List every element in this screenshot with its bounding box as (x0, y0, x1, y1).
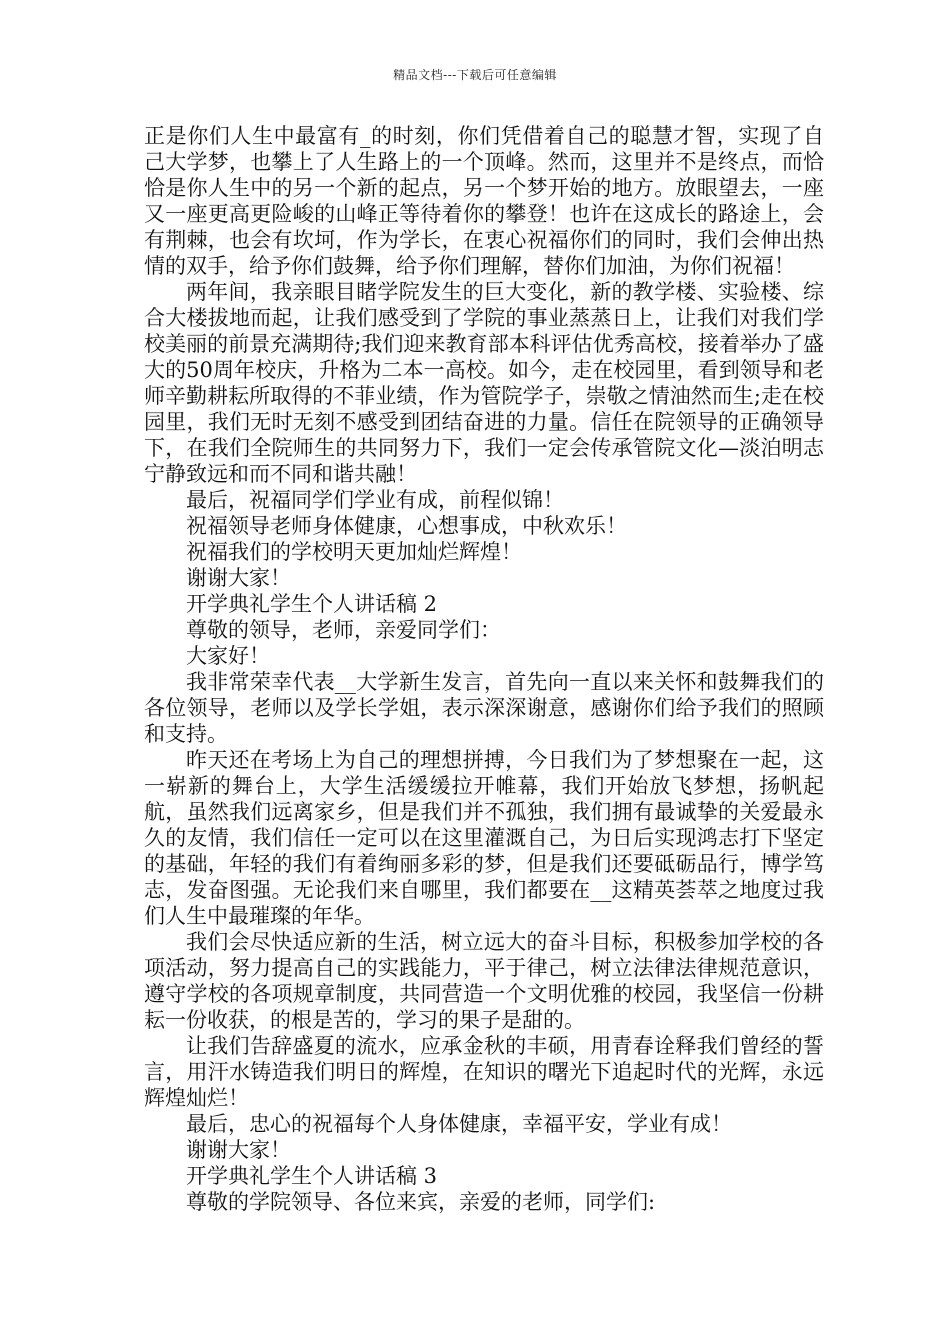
paragraph: 谢谢大家！ (186, 1138, 291, 1162)
section-title: 开学典礼学生个人讲话稿 2 (186, 592, 438, 616)
paragraph: 祝福领导老师身体健康，心想事成，中秋欢乐！ (186, 514, 627, 538)
paragraph: 谢谢大家！ (186, 566, 291, 590)
paragraph: 最后，忠心的祝福每个人身体健康，幸福平安，学业有成！ (186, 1112, 732, 1136)
salutation: 尊敬的领导，老师，亲爱同学们： (186, 618, 501, 642)
paragraph: 祝福我们的学校明天更加灿烂辉煌！ (186, 540, 522, 564)
salutation: 尊敬的学院领导、各位来宾，亲爱的老师，同学们: (186, 1190, 656, 1214)
paragraph: 我非常荣幸代表__大学新生发言，首先向一直以来关怀和鼓舞我们的各位领导，老师以及学长学姐，表示深深谢意，感谢你们给予我们的照顾和支持。 (144, 670, 824, 746)
paragraph: 两年间，我亲眼目睹学院发生的巨大变化，新的教学楼、实验楼、综合大楼拔地而起，让我们感受到了学院的事业蒸蒸日上，让我们对我们学校美丽的前景充满期待;我们迎来教育部本科评估优秀高校，接着举办了盛大的50周年校庆，升格为二本一高校。如今，走在校园里，看到领导和老师辛勤耕耘所取得的不菲业绩，作为管院学子，崇敬之情油然而生;走在校园里，我们无时无刻不感受到团结奋进的力量。信任在院领导的正确领导下，在我们全院师生的共同努力下，我们一定会传承管院文化—淡泊明志宁静致远和而不同和谐共融！ (144, 280, 824, 486)
paragraph: 让我们告辞盛夏的流水，应承金秋的丰硕，用青春诠释我们曾经的誓言，用汗水铸造我们明日的辉煌，在知识的曙光下追起时代的光辉，永远辉煌灿烂！ (144, 1034, 824, 1110)
paragraph: 最后，祝福同学们学业有成，前程似锦！ (186, 488, 564, 512)
section-title: 开学典礼学生个人讲话稿 3 (186, 1164, 438, 1188)
page-header: 精品文档---下载后可任意编辑 (393, 68, 557, 82)
paragraph: 昨天还在考场上为自己的理想拼搏，今日我们为了梦想聚在一起，这一崭新的舞台上，大学生活缓缓拉开帷幕，我们开始放飞梦想，扬帆起航，虽然我们远离家乡，但是我们并不孤独，我们拥有最诚挚的关爱最永久的友情，我们信任一定可以在这里灌溉自己，为日后实现鸿志打下坚定的基础，年轻的我们有着绚丽多彩的梦，但是我们还要砥砺品行，博学笃志，发奋图强。无论我们来自哪里，我们都要在__这精英荟萃之地度过我们人生中最璀璨的年华。 (144, 748, 824, 928)
paragraph: 正是你们人生中最富有_的时刻，你们凭借着自己的聪慧才智，实现了自己大学梦，也攀上了人生路上的一个顶峰。然而，这里并不是终点，而恰恰是你人生中的另一个新的起点，另一个梦开始的地方。放眼望去，一座又一座更高更险峻的山峰正等待着你的攀登！也许在这成长的路途上，会有荆棘，也会有坎坷，作为学长，在衷心祝福你们的同时，我们会伸出热情的双手，给予你们鼓舞，给予你们理解，替你们加油，为你们祝福！ (144, 124, 824, 278)
greeting: 大家好！ (186, 644, 270, 668)
paragraph: 我们会尽快适应新的生活，树立远大的奋斗目标，积极参加学校的各项活动，努力提高自己的实践能力，平于律己，树立法律法律规范意识，遵守学校的各项规章制度，共同营造一个文明优雅的校园，我坚信一份耕耘一份收获，的根是苦的，学习的果子是甜的。 (144, 930, 824, 1032)
document-body (144, 123, 824, 1215)
